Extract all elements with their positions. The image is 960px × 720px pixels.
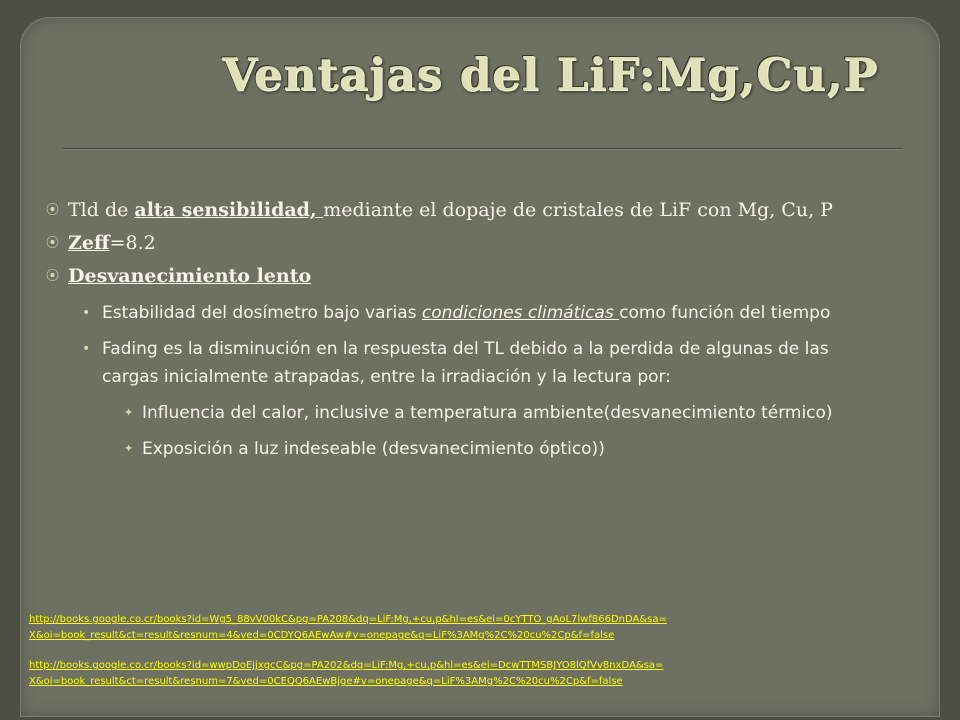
dot-bullet-icon: •	[82, 341, 91, 357]
bullet-text-emphasis: alta sensibilidad,	[134, 199, 324, 221]
bullet-item	[42, 261, 862, 291]
bullet-text-pre: Tld de	[68, 199, 135, 221]
slide-panel	[20, 17, 940, 717]
bullet-text-emphasis: Zeff	[68, 232, 110, 254]
sub-sub-bullet-item	[42, 435, 862, 463]
sub-bullet-item	[42, 299, 862, 327]
reference-link-1-line-1[interactable]: http://books.google.co.cr/books?id=Wg5_88vV00kC&pg=PA208&dq=LiF:Mg,+cu,p&hl=es&ei=0cYTTO_gAoL7lwf866DnDA&sa=	[29, 614, 667, 625]
dot-bullet-icon: •	[82, 305, 91, 321]
bullet-text-post: mediante el dopaje de cristales de LiF con Mg, Cu, P	[323, 199, 833, 221]
bullet-item	[42, 195, 862, 225]
bullet-text-post: =8.2	[109, 232, 156, 254]
reference-link-2-line-1[interactable]: http://books.google.co.cr/books?id=wwpDoEjjxgcC&pg=PA202&dq=LiF:Mg,+cu,p&hl=es&ei=DcwTTMSBJYO8lQfVv8nxDA&sa=	[29, 660, 664, 671]
sub-bullet-text-post: como función del tiempo	[619, 303, 831, 323]
slide-title: Ventajas del LiF:Mg,Cu,P	[221, 48, 878, 101]
sub-bullet-text-pre: Estabilidad del dosímetro bajo varias	[102, 303, 422, 323]
slide-content	[42, 195, 862, 463]
bullet-item	[42, 228, 862, 258]
sub-sub-bullet-item	[42, 399, 862, 427]
bullet-text-emphasis: Desvanecimiento lento	[68, 265, 312, 287]
reference-link-1-line-2[interactable]: X&oi=book_result&ct=result&resnum=4&ved=0CDYQ6AEwAw#v=onepage&q=LiF%3AMg%2C%20cu%2Cp&f=false	[29, 630, 615, 641]
title-divider	[63, 148, 903, 150]
sub-bullet-text-emphasis: condiciones climáticas	[421, 303, 620, 323]
circle-dot-bullet-icon: ⦿	[46, 236, 60, 251]
sub-sub-bullet-text: Influencia del calor, inclusive a temperatura ambiente(desvanecimiento térmico)	[142, 403, 833, 423]
sub-bullet-text: Fading es la disminución en la respuesta del TL debido a la perdida de algunas de las cargas inicialmente atrapadas, entre la irradiación y la lectura por:	[102, 339, 829, 387]
circle-dot-bullet-icon: ⦿	[46, 203, 60, 218]
spacer	[29, 644, 929, 658]
sub-bullet-item	[42, 335, 862, 391]
reference-link-2-line-2[interactable]: X&oi=book_result&ct=result&resnum=7&ved=0CEQQ6AEwBjge#v=onepage&q=LiF%3AMg%2C%20cu%2Cp&f=false	[29, 676, 623, 687]
diamond-bullet-icon: ✦	[124, 406, 134, 419]
sub-sub-bullet-text: Exposición a luz indeseable (desvanecimiento óptico))	[142, 439, 605, 459]
circle-dot-bullet-icon: ⦿	[46, 269, 60, 284]
reference-links	[29, 612, 929, 690]
diamond-bullet-icon: ✦	[124, 442, 134, 455]
